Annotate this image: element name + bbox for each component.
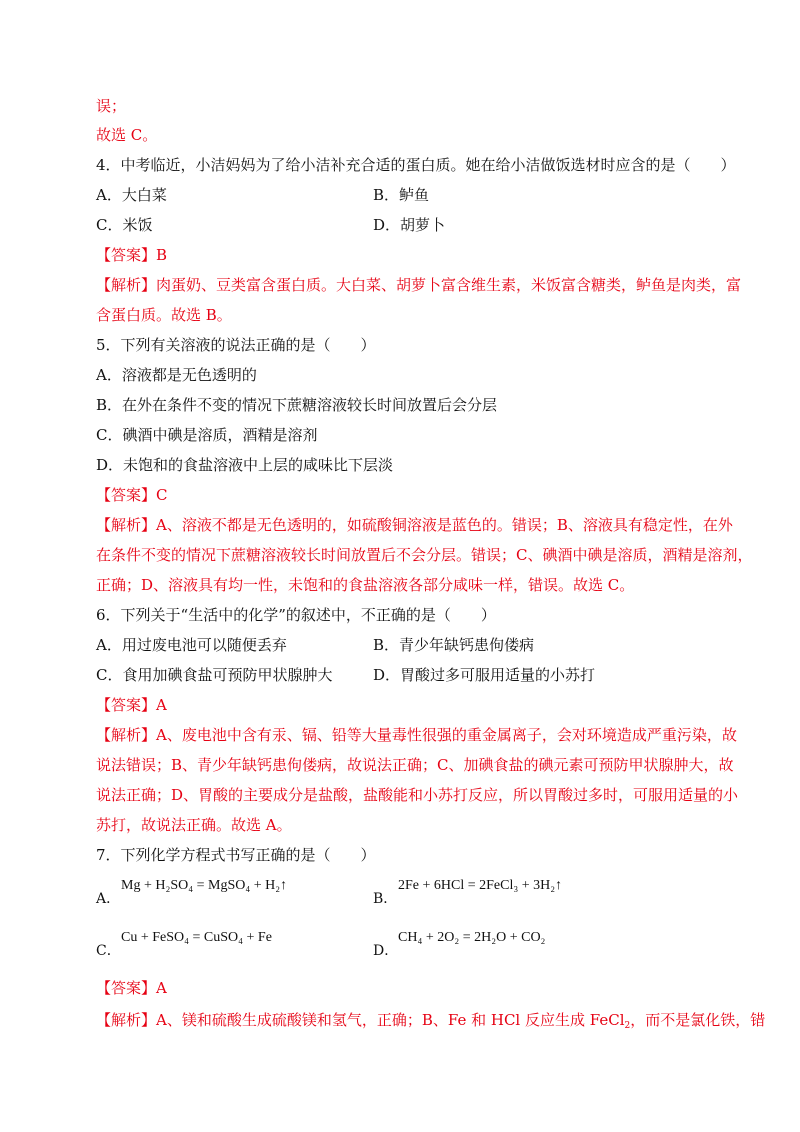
question-6: 6．下列关于“生活中的化学”的叙述中，不正确的是（ ） — [96, 606, 496, 624]
q7-explanation-text-a: 【解析】A、镁和硫酸生成硫酸镁和氢气，正确；B、Fe 和 HCl 反应生成 FeCl — [96, 1011, 625, 1029]
q5-option-a: A．溶液都是无色透明的 — [96, 366, 257, 384]
q7-explanation-subscript: 2 — [624, 1021, 631, 1031]
question-7: 7．下列化学方程式书写正确的是（ ） — [96, 846, 376, 864]
q7-option-a-equation: Mg + H₂SO₄ = MgSO₄ + H₂↑ — [121, 878, 288, 893]
q7-answer: 【答案】A — [96, 979, 167, 997]
q7-option-d — [373, 940, 398, 961]
q6-option-b: B．青少年缺钙患佝偻病 — [373, 636, 535, 654]
q5-option-b: B．在外在条件不变的情况下蔗糖溶液较长时间放置后会分层 — [96, 396, 498, 414]
q7-option-a — [96, 888, 120, 909]
q4-option-a: A．大白菜 — [96, 186, 167, 204]
q7-option-b-equation: 2Fe + 6HCl = 2FeCl₃ + 3H₂↑ — [398, 878, 563, 893]
q5-option-d: D．未饱和的食盐溶液中上层的咸味比下层淡 — [96, 456, 394, 474]
q7-option-c — [96, 940, 121, 961]
q7-explanation-text-b: ，而不是氯化铁，错 — [630, 1011, 766, 1029]
q6-explanation-line-3: 说法正确；D、胃酸的主要成分是盐酸，盐酸能和小苏打反应，所以胃酸过多时，可服用适量的小 — [96, 786, 739, 804]
question-4: 4．中考临近，小洁妈妈为了给小洁补充合适的蛋白质。她在给小洁做饭选材时应含的是（ ） — [96, 156, 736, 174]
q6-option-c: C．食用加碘食盐可预防甲状腺肿大 — [96, 666, 333, 684]
prev-answer-choice: 故选 C。 — [96, 126, 158, 144]
q6-option-d: D．胃酸过多可服用适量的小苏打 — [373, 666, 596, 684]
q4-option-d: D．胡萝卜 — [373, 216, 446, 234]
q6-explanation-line-4: 苏打，故说法正确。故选 A。 — [96, 816, 292, 834]
q4-option-b: B．鲈鱼 — [373, 186, 430, 204]
q4-explanation-line-1: 【解析】肉蛋奶、豆类富含蛋白质。大白菜、胡萝卜富含维生素，米饭富含糖类，鲈鱼是肉类，富 — [96, 276, 742, 294]
q7-option-d-equation: CH₄ + 2O₂ = 2H₂O + CO₂ — [398, 930, 546, 945]
q5-explanation-line-2: 在条件不变的情况下蔗糖溶液较长时间放置后不会分层。错误；C、碘酒中碘是溶质，酒精是溶剂， — [96, 546, 753, 564]
q7-option-a-letter: A． — [96, 891, 121, 907]
q7-option-b — [373, 888, 397, 909]
q4-option-c: C．米饭 — [96, 216, 153, 234]
q5-answer: 【答案】C — [96, 486, 168, 504]
q5-explanation-line-3: 正确；D、溶液具有均一性，未饱和的食盐溶液各部分咸味一样，错误。故选 C。 — [96, 576, 635, 594]
q6-explanation-line-1: 【解析】A、废电池中含有汞、镉、铅等大量毒性很强的重金属离子，会对环境造成严重污染，故 — [96, 726, 737, 744]
q4-explanation-line-2: 含蛋白质。故选 B。 — [96, 306, 232, 324]
q6-option-a: A．用过废电池可以随便丢弃 — [96, 636, 287, 654]
q6-explanation-line-2: 说法错误；B、青少年缺钙患佝偻病，故说法正确；C、加碘食盐的碘元素可预防甲状腺肿大，故 — [96, 756, 734, 774]
q7-option-b-letter: B． — [373, 891, 398, 907]
q6-answer: 【答案】A — [96, 696, 167, 714]
q4-answer: 【答案】B — [96, 246, 168, 264]
q5-explanation-line-1: 【解析】A、溶液不都是无色透明的，如硫酸铜溶液是蓝色的。错误；B、溶液具有稳定性，在外 — [96, 516, 733, 534]
q7-option-c-equation: Cu + FeSO₄ = CuSO₄ + Fe — [121, 930, 272, 945]
q7-option-d-letter: D． — [373, 943, 399, 959]
prev-explanation-end: 误； — [96, 97, 127, 115]
question-5: 5．下列有关溶液的说法正确的是（ ） — [96, 336, 376, 354]
q5-option-c: C．碘酒中碘是溶质，酒精是溶剂 — [96, 426, 318, 444]
q7-explanation-line-1 — [96, 1010, 765, 1030]
q7-option-c-letter: C． — [96, 943, 121, 959]
